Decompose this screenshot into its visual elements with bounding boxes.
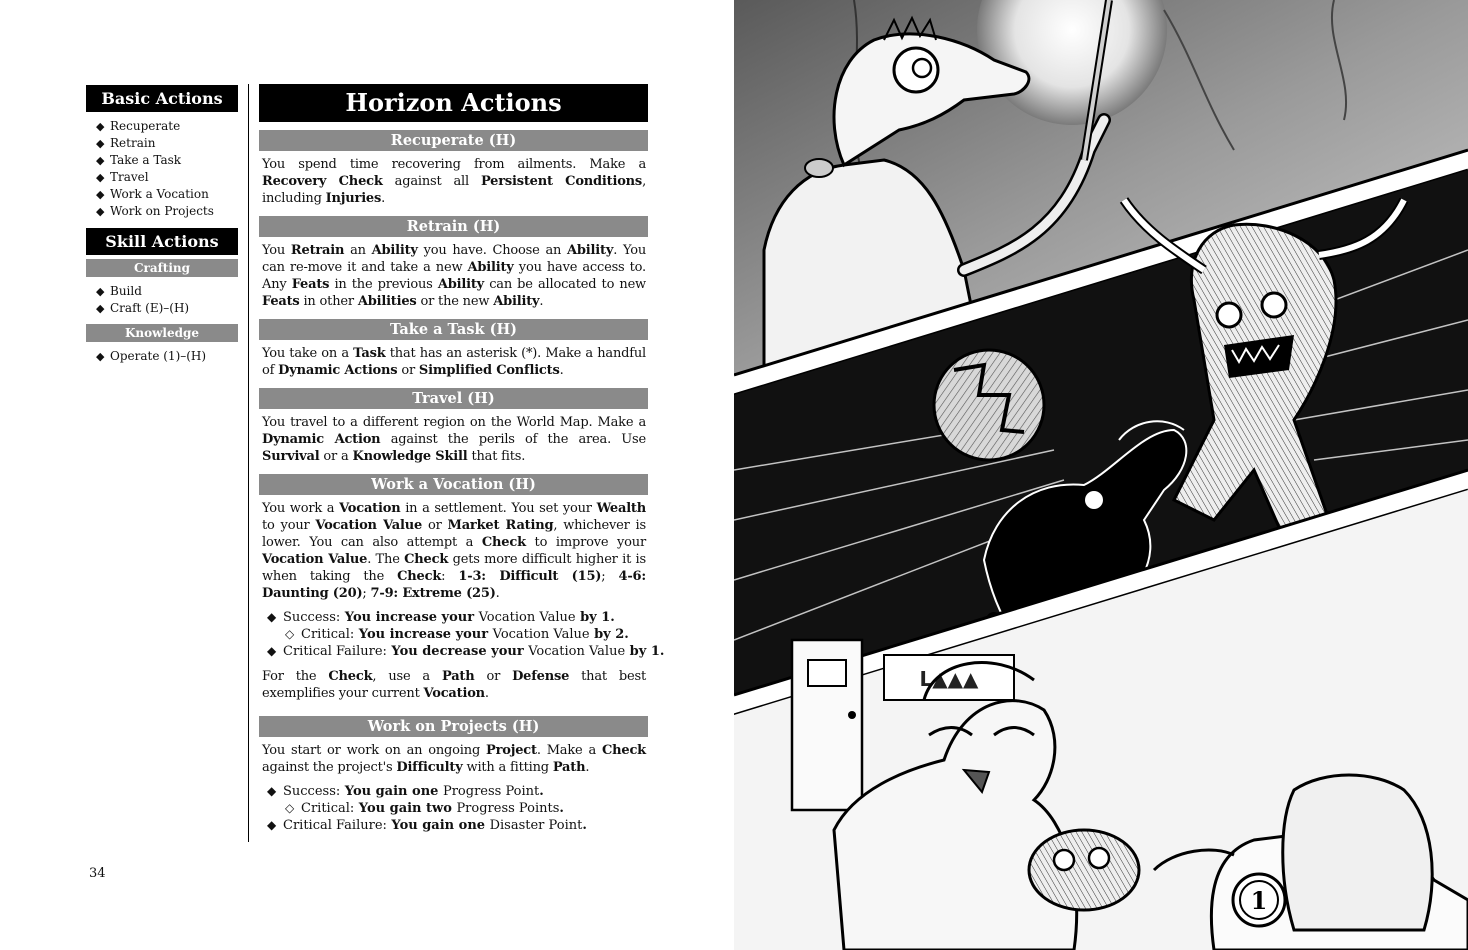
sign-label: L▲▲▲ [919, 667, 979, 691]
crafting-list [86, 283, 238, 317]
skill-actions-box [86, 228, 238, 365]
diamond-bullet-icon: ◆ [96, 205, 105, 218]
vocation-critical-failure: Critical Failure: You decrease your Vocation Value by 1. [283, 644, 665, 659]
section-heading-vocation: Work a Vocation (H) [259, 474, 648, 495]
section-heading-travel: Travel (H) [259, 388, 648, 409]
diamond-bullet-icon: ◆ [96, 302, 105, 315]
right-page [734, 0, 1468, 950]
diamond-bullet-icon: ◆ [96, 188, 105, 201]
comic-illustration [734, 0, 1468, 950]
crafting-action-item [96, 300, 238, 317]
basic-actions-list [86, 118, 238, 220]
projects-critical: Critical: You gain two Progress Points. [301, 801, 564, 816]
basic-action-item-label: Work on Projects [110, 204, 214, 218]
list-item [267, 817, 648, 834]
list-item [267, 609, 648, 626]
diamond-bullet-icon: ◆ [96, 120, 105, 133]
vocation-text-2: For the Check, use a Path or Defense that best exemplifies your current Vocation. [262, 669, 646, 701]
hollow-diamond-bullet-icon: ◇ [285, 801, 295, 815]
section-heading-task: Take a Task (H) [259, 319, 648, 340]
section-heading-retrain: Retrain (H) [259, 216, 648, 237]
diamond-bullet-icon: ◆ [96, 350, 105, 363]
knowledge-heading: Knowledge [86, 324, 238, 342]
basic-action-item [96, 152, 238, 169]
list-item [267, 643, 665, 660]
projects-text: You start or work on an ongoing Project. Make a Check against the project's Difficulty with a fitting Path. [262, 743, 646, 775]
vocation-text: You work a Vocation in a settlement. You set your Wealth to your Vocation Value or Market Rating, whichever is lower. You can also attempt a Check to improve your Vocation Value. The Check gets more difficult higher it is when taking the Check: 1-3: Difficult (15); 4-6: Daunting (20); 7-9: Extreme (25). [262, 501, 646, 601]
page-number: 34 [89, 866, 106, 881]
projects-critical-failure: Critical Failure: You gain one Disaster Point. [283, 818, 587, 833]
basic-action-item-label: Take a Task [110, 153, 182, 167]
retrain-text: You Retrain an Ability you have. Choose an Ability. You can re-move it and take a new Ability you have access to. Any Feats in the previous Ability can be allocated to new Feats in other Abilities or the new Ability. [262, 243, 647, 309]
crafting-heading: Crafting [86, 259, 238, 277]
diamond-bullet-icon: ◆ [267, 784, 277, 798]
main-column [259, 84, 665, 834]
basic-action-item [96, 135, 238, 152]
section-heading-projects: Work on Projects (H) [259, 716, 648, 737]
list-item [267, 626, 648, 643]
projects-success: Success: You gain one Progress Point. [283, 784, 544, 799]
crafting-action-item-label: Build [110, 284, 142, 298]
knowledge-action-item [96, 348, 238, 365]
page-title: Horizon Actions [259, 84, 648, 122]
basic-action-item-label: Recuperate [110, 119, 181, 133]
column-divider [248, 84, 249, 842]
crafting-action-item [96, 283, 238, 300]
vocation-success: Success: You increase your Vocation Value by 1. [283, 610, 615, 625]
basic-action-item [96, 203, 238, 220]
basic-action-item [96, 186, 238, 203]
diamond-bullet-icon: ◆ [96, 137, 105, 150]
basic-actions-box [86, 85, 238, 220]
basic-action-item-label: Travel [110, 170, 149, 184]
projects-results [267, 783, 648, 834]
basic-action-item-label: Retrain [110, 136, 156, 150]
diamond-bullet-icon: ◆ [267, 610, 277, 624]
coin-label: 1 [1250, 886, 1268, 915]
diamond-bullet-icon: ◆ [96, 171, 105, 184]
task-text: You take on a Task that has an asterisk (*). Make a handful of Dynamic Actions or Simplified Conflicts. [262, 346, 646, 378]
hollow-diamond-bullet-icon: ◇ [285, 627, 295, 641]
vocation-results [267, 609, 665, 660]
vocation-critical: Critical: You increase your Vocation Value by 2. [301, 627, 629, 642]
list-item [267, 800, 648, 817]
crafting-action-item-label: Craft (E)–(H) [110, 301, 190, 315]
skill-actions-title: Skill Actions [86, 228, 238, 255]
diamond-bullet-icon: ◆ [96, 285, 105, 298]
recuperate-text: You spend time recovering from ailments. Make a Recovery Check against all Persistent Conditions, including Injuries. [262, 157, 646, 206]
basic-action-item [96, 118, 238, 135]
basic-actions-title: Basic Actions [86, 85, 238, 112]
basic-action-item-label: Work a Vocation [110, 187, 209, 201]
knowledge-list [86, 348, 238, 365]
diamond-bullet-icon: ◆ [267, 818, 277, 832]
basic-action-item [96, 169, 238, 186]
knowledge-action-item-label: Operate (1)–(H) [110, 349, 207, 363]
list-item [267, 783, 648, 800]
diamond-bullet-icon: ◆ [267, 644, 277, 658]
travel-text: You travel to a different region on the World Map. Make a Dynamic Action against the perils of the area. Use Survival or a Knowledge Skill that fits. [262, 415, 646, 464]
section-heading-recuperate: Recuperate (H) [259, 130, 648, 151]
diamond-bullet-icon: ◆ [96, 154, 105, 167]
